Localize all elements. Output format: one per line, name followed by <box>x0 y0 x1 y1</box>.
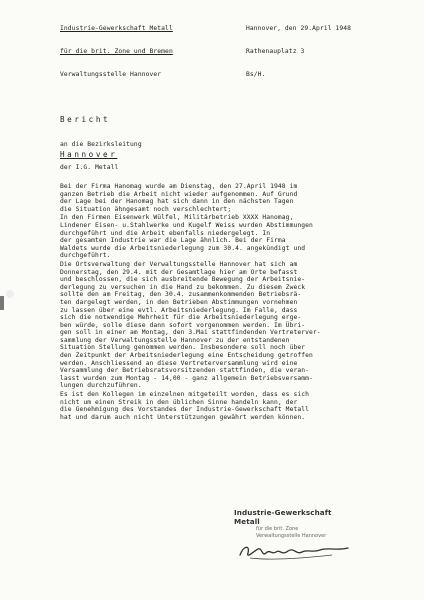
sender-line: Verwaltungsstelle Hannover <box>60 70 162 78</box>
text-line: lasst wurden zum Montag - 14,00 - ganz allgemein Betriebsversamm- <box>60 374 313 382</box>
city-heading: Hannover <box>60 150 118 159</box>
text-line: den Zeitpunkt der Arbeitsniederlegung eine Entscheidung getroffen <box>60 352 313 360</box>
text-line: Donnerstag, den 29.4. mit der Gesamtlage hier am Orte befasst <box>60 268 298 276</box>
paragraph <box>60 391 390 421</box>
text-line: Versammlung der Betriebsratsvorsitzenden stattfinden, die veran- <box>60 367 310 375</box>
organization-stamp <box>234 508 354 540</box>
text-line: werden. Anschliessend an diese Vertreterversammlung wird eine <box>60 359 298 367</box>
text-line: zu lassen über eine evtl. Arbeitsniederlegung. Im Falle, dass <box>60 306 298 314</box>
text-line: In den Firmen Eisenwerk Wülfel, Militärbetrieb XXXX Hanomag, <box>60 214 294 222</box>
text-line: Lindener Eisen- u.Stahlwerke und Kugelf Weiss wurden Abstimmungen <box>60 221 313 229</box>
text-line: Waldets wurde die Arbeitsniederlegung zum 30.4. angekündigt und <box>60 244 306 252</box>
text-line: die Situation ähngesamt noch verschlechtert; <box>60 205 232 213</box>
text-line: ganzen Betrieb die Arbeit nicht wieder aufgenommen. Auf Grund <box>60 190 298 198</box>
handwritten-signature <box>236 541 356 563</box>
text-line: der gesamten Industrie war die Lage ähnlich. Bei der Firma <box>60 237 286 245</box>
paragraph <box>60 183 390 213</box>
text-line: Bei der Firma Hanomag wurde am Dienstag, den 27.April 1948 im <box>60 183 298 190</box>
paragraph <box>60 214 390 260</box>
stamp-line: für die brit. Zone <box>256 526 299 532</box>
text-line: gen soll in einer am Montag, den 3.Mai stattfindenden Vertreterver- <box>60 329 321 337</box>
text-line: lungen durchzuführen. <box>60 382 142 390</box>
text-line: und beschlossen, die sich ausbreitende Bewegung der Arbeitsnie- <box>60 276 306 284</box>
text-line: ten dargelegt werden, in den Betrieben Abstimmungen vornehmen <box>60 298 298 306</box>
text-line: die Genehmigung des Vorstandes der Industrie-Gewerkschaft Metall <box>60 406 310 414</box>
text-line: derlegung zu versuchen in die Hand zu bekommen. Zu diesem Zweck <box>60 283 306 291</box>
text-line: hat und darum auch nicht Unterstützungen gewährt werden können. <box>60 413 306 421</box>
recipient-line: an die Bezirksleitung <box>60 141 142 149</box>
address-line: Rathenauplatz 3 <box>246 47 305 55</box>
text-line: Situation Stellung genommen werden. Insbesondere soll noch über <box>60 344 306 352</box>
document-title: Bericht <box>60 115 111 124</box>
date-line: Hannover, den 29.April 1948 <box>246 25 352 33</box>
sender-line: Industrie-Gewerkschaft Metall <box>60 25 173 33</box>
stamp-line: Industrie-Gewerkschaft Metall <box>234 508 332 526</box>
margin-mark <box>0 296 4 310</box>
letter-body <box>60 183 390 422</box>
text-line: Es ist den Kollegen im einzelnen mitgeteilt worden, dass es sich <box>60 391 310 399</box>
text-line: Die Ortsverwaltung der Verwaltungsstelle Hannover hat sich am <box>60 260 298 268</box>
date-header <box>246 10 351 94</box>
punch-hole <box>6 290 14 298</box>
sender-line: für die brit. Zone und Bremen <box>60 47 173 55</box>
text-line: durchgeführt und die Arbeit ebenfalls niedergelegt. In <box>60 229 271 237</box>
text-line: der Lage bei der Hanomag hat sich dann in den nächsten Tagen <box>60 198 294 206</box>
sender-header <box>60 10 173 94</box>
text-line: durchgeführt. <box>60 252 111 260</box>
stamp-line: Verwaltungsstelle Hannover <box>256 533 327 539</box>
text-line: ben würde, solle diese dann sofort vorgenommen werden. Im Übri- <box>60 321 306 329</box>
reference-line: Bs/H. <box>246 70 266 78</box>
paragraph <box>60 261 390 390</box>
text-line: sollte den am Freitag, den 30.4. zusammenkommenden Betriebsrä- <box>60 291 302 299</box>
text-line: sich die notwendige Mehrheit für die Arbeitsniederlegung erge- <box>60 314 302 322</box>
text-line: sammlung der Verwaltungsstelle Hannover zu der entstandenen <box>60 336 290 344</box>
text-line: nicht um einen Streik in den üblichen Sinne handeln kann, der <box>60 398 298 406</box>
recipient-line: der I.G. Metall <box>60 163 119 171</box>
